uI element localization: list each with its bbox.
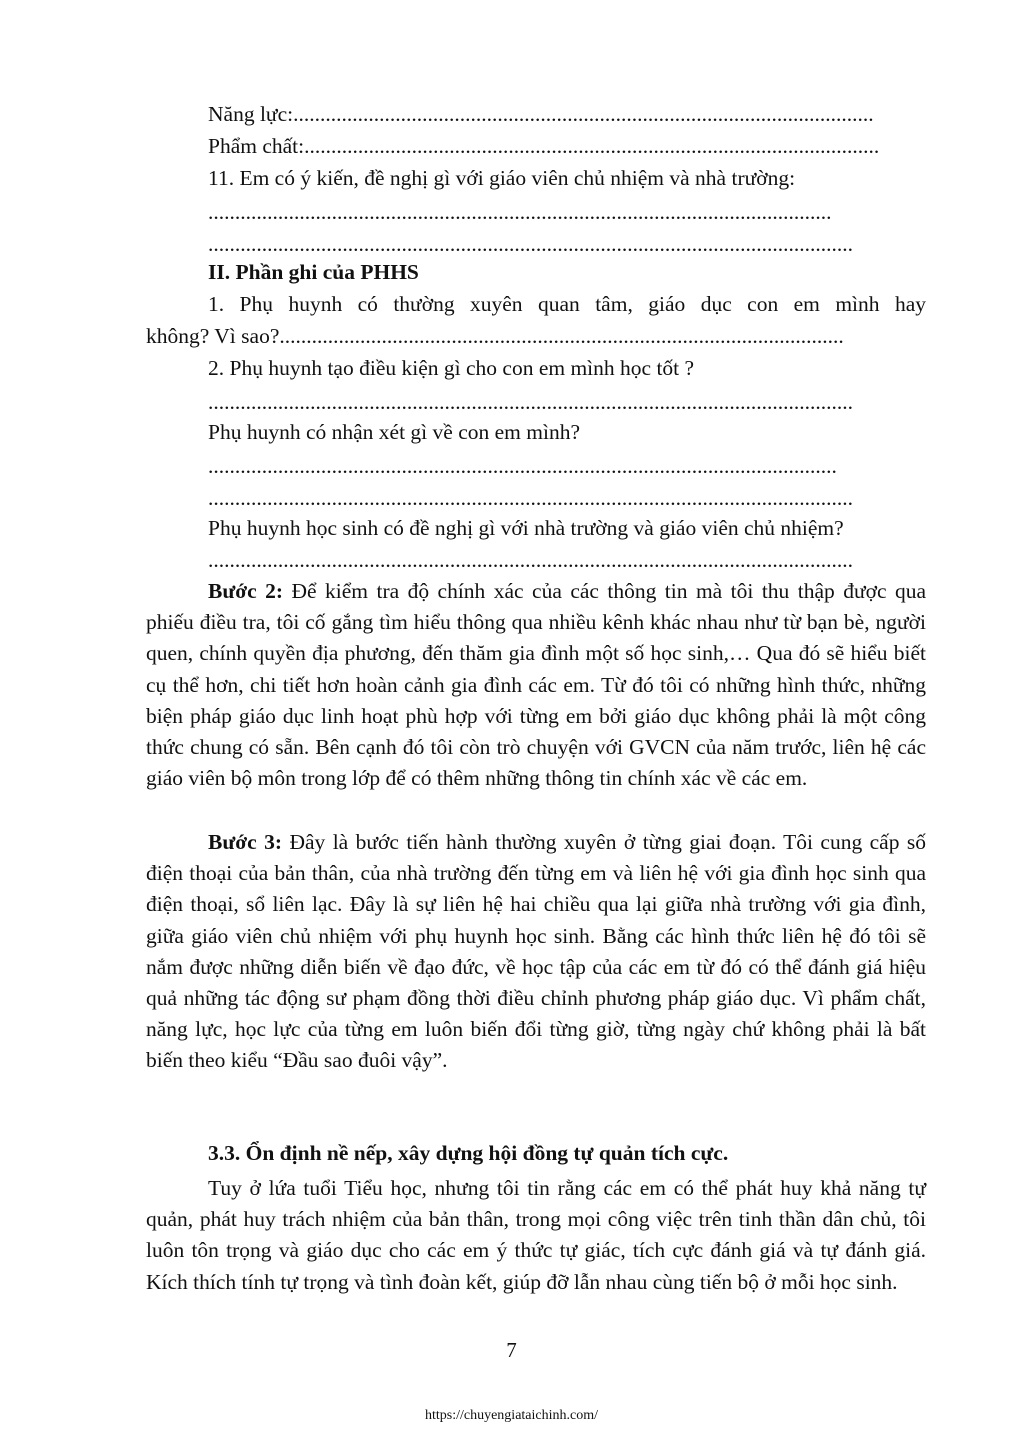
step-2-paragraph bbox=[146, 576, 926, 794]
section-heading-3-3: 3.3. Ổn định nề nếp, xây dựng hội đồng tự quản tích cực. bbox=[208, 1141, 729, 1165]
parent-question-1-cont: không? Vì sao?......................................................................................................... bbox=[146, 324, 844, 348]
pham-chat-line: Phẩm chất:........................................................................................................... bbox=[208, 134, 880, 158]
dotted-answer-line: .................................................................................................................... bbox=[208, 200, 832, 224]
section-heading-part2: II. Phần ghi của PHHS bbox=[208, 260, 419, 284]
step-2-label: Bước 2: bbox=[208, 579, 284, 603]
question-11: 11. Em có ý kiến, đề nghị gì với giáo viên chủ nhiệm và nhà trường: bbox=[208, 166, 796, 190]
step-3-label: Bước 3: bbox=[208, 830, 283, 854]
parent-question-1: 1. Phụ huynh có thường xuyên quan tâm, giáo dục con em mình hay bbox=[208, 292, 926, 316]
dotted-answer-line: ........................................................................................................................ bbox=[208, 548, 853, 572]
step-2-text: Để kiểm tra độ chính xác của các thông tin mà tôi thu thập được qua phiếu điều tra, tôi cố gắng tìm hiểu thông qua nhiều kênh khác nhau như từ bạn bè, người quen, chính quyền địa phương, đến thăm gia đình một số học sinh,… Qua đó sẽ hiểu biết cụ thể hơn, chi tiết hơn hoàn cảnh gia đình các em. Từ đó tôi có những hình thức, những biện pháp giáo dục linh hoạt phù hợp với từng em bởi giáo dục không phải là một công thức chung có sẵn. Bên cạnh đó tôi còn trò chuyện với GVCN của năm trước, liên hệ các giáo viên bộ môn trong lớp để có thêm những thông tin chính xác về các em. bbox=[146, 579, 927, 791]
footer-url: https://chuyengiataichinh.com/ bbox=[424, 1408, 599, 1423]
parent-question-4: Phụ huynh học sinh có đề nghị gì với nhà trường và giáo viên chủ nhiệm? bbox=[208, 516, 844, 540]
dotted-answer-line: ........................................................................................................................ bbox=[208, 486, 853, 510]
dotted-answer-line: ..................................................................................................................... bbox=[208, 454, 837, 478]
section-3-3-text: Tuy ở lứa tuổi Tiểu học, nhưng tôi tin rằng các em có thể phát huy khả năng tự quản, phát huy trách nhiệm của bản thân, trong mọi công việc trên tinh thần dân chủ, tôi luôn tôn trọng và giáo dục cho các em ý thức tự giác, tích cực đánh giá và tự đánh giá. Kích thích tính tự trọng và tình đoàn kết, giúp đỡ lẫn nhau cùng tiến bộ ở mỗi học sinh. bbox=[146, 1176, 926, 1294]
section-3-3-paragraph bbox=[146, 1173, 926, 1298]
parent-question-3: Phụ huynh có nhận xét gì về con em mình? bbox=[208, 420, 580, 444]
nang-luc-line: Năng lực:............................................................................................................ bbox=[208, 102, 874, 126]
step-3-text: Đây là bước tiến hành thường xuyên ở từng giai đoạn. Tôi cung cấp số điện thoại của bản thân, của nhà trường đến từng em và liên hệ với gia đình học sinh qua điện thoại, sổ liên lạc. Đây là sự liên hệ hai chiều qua lại giữa nhà trường với gia đình, giữa giáo viên chủ nhiệm với phụ huynh học sinh. Bằng các hình thức liên hệ đó tôi sẽ nắm được những diễn biến về đạo đức, về học tập của các em từ đó có thể đánh giá hiệu quả những tác động sư phạm đồng thời điều chỉnh phương pháp giáo dục. Vì phẩm chất, năng lực, học lực của từng em luôn biến đổi từng giờ, từng ngày chứ không phải là bất biến theo kiểu “Đầu sao đuôi vậy”. bbox=[146, 830, 926, 1073]
parent-question-2: 2. Phụ huynh tạo điều kiện gì cho con em mình học tốt ? bbox=[208, 356, 695, 380]
dotted-answer-line: ........................................................................................................................ bbox=[208, 390, 853, 414]
page-number: 7 bbox=[506, 1338, 517, 1362]
step-3-paragraph bbox=[146, 827, 926, 1077]
dotted-answer-line: ........................................................................................................................ bbox=[208, 232, 853, 256]
